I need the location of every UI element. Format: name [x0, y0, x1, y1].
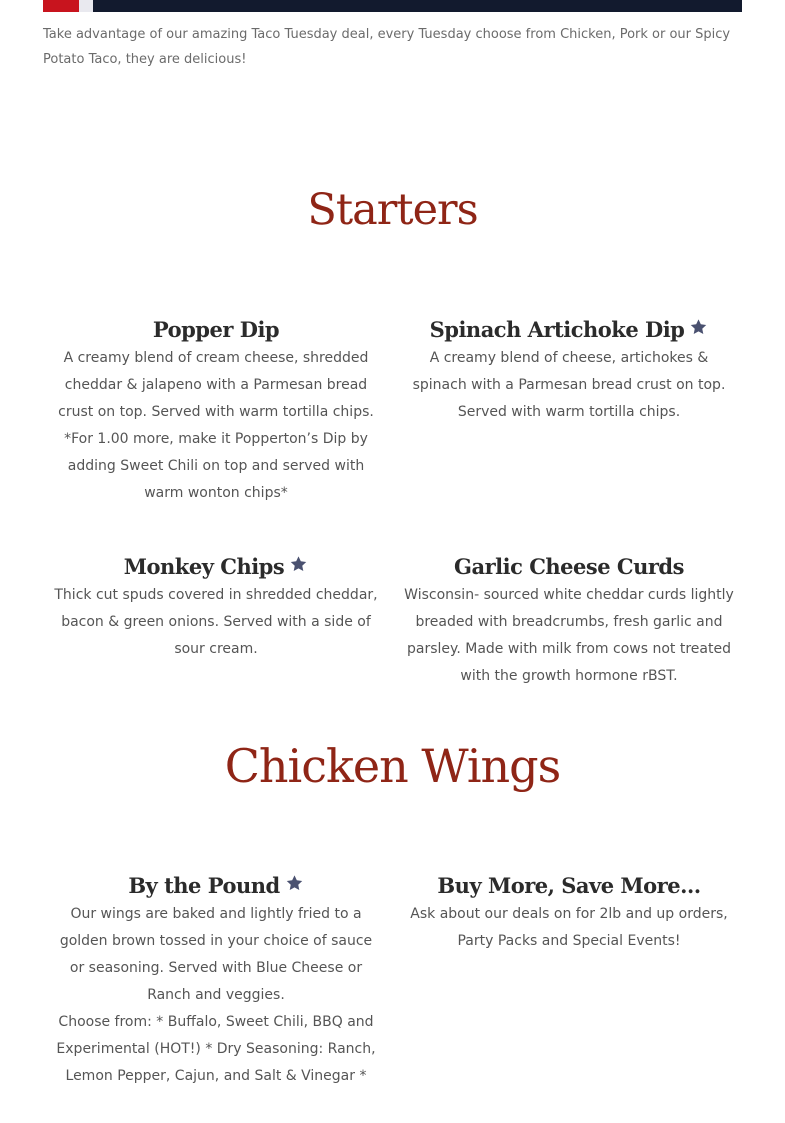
menu-item-buy-more-save-more	[404, 871, 734, 955]
menu-item-description: Wisconsin- sourced white cheddar curds lightly breaded with breadcrumbs, fresh garlic and parsley. Made with milk from cows not treated with the growth hormone rBST.	[404, 587, 734, 684]
star-icon	[285, 874, 304, 892]
menu-item-monkey-chips	[51, 552, 381, 663]
menu-item-name: By the Pound	[128, 873, 280, 898]
menu-item-title	[51, 315, 381, 345]
menu-item-name: Monkey Chips	[123, 554, 285, 579]
promo-image	[43, 0, 742, 12]
starters-heading: Starters	[307, 185, 478, 235]
menu-item-spinach-artichoke-dip	[404, 315, 734, 426]
promo-image-white-stripe	[79, 0, 93, 12]
menu-item-description-extra: Choose from: * Buffalo, Sweet Chili, BBQ and Experimental (HOT!) * Dry Seasoning: Ranch, Lemon Pepper, Cajun, and Salt & Vinegar *	[56, 1014, 376, 1084]
menu-item-title	[404, 552, 734, 582]
menu-item-description: Ask about our deals on for 2lb and up orders, Party Packs and Special Events!	[410, 906, 728, 949]
menu-item-garlic-cheese-curds	[404, 552, 734, 690]
menu-item-description: Thick cut spuds covered in shredded cheddar, bacon & green onions. Served with a side of sour cream.	[54, 587, 378, 657]
menu-item-title	[51, 871, 381, 901]
menu-item-description: A creamy blend of cream cheese, shredded cheddar & jalapeno with a Parmesan bread crust on top. Served with warm tortilla chips. *For 1.00 more, make it Popperton’s Dip by adding Sweet Chili on top and served with warm wonton chips*	[58, 350, 374, 501]
menu-item-name: Garlic Cheese Curds	[454, 554, 684, 579]
star-icon	[689, 318, 708, 336]
menu-item-title	[404, 315, 734, 345]
menu-item-title	[51, 552, 381, 582]
promo-image-red-stripe	[43, 0, 79, 12]
menu-item-name: Spinach Artichoke Dip	[429, 317, 685, 342]
menu-item-name: Popper Dip	[152, 317, 280, 342]
menu-item-popper-dip	[51, 315, 381, 507]
menu-item-name: Buy More, Save More…	[437, 873, 701, 898]
menu-item-title	[404, 871, 734, 901]
menu-item-description: A creamy blend of cheese, artichokes & spinach with a Parmesan bread crust on top. Served with warm tortilla chips.	[412, 350, 726, 420]
chicken-wings-heading: Chicken Wings	[224, 739, 561, 793]
menu-item-by-the-pound	[51, 871, 381, 1090]
menu-item-description: Our wings are baked and lightly fried to a golden brown tossed in your choice of sauce or seasoning. Served with Blue Cheese or Ranch and veggies.	[59, 906, 373, 1003]
star-icon	[289, 555, 308, 573]
promo-caption: Take advantage of our amazing Taco Tuesday deal, every Tuesday choose from Chicken, Pork or our Spicy Potato Taco, they are delicious!	[43, 27, 731, 67]
